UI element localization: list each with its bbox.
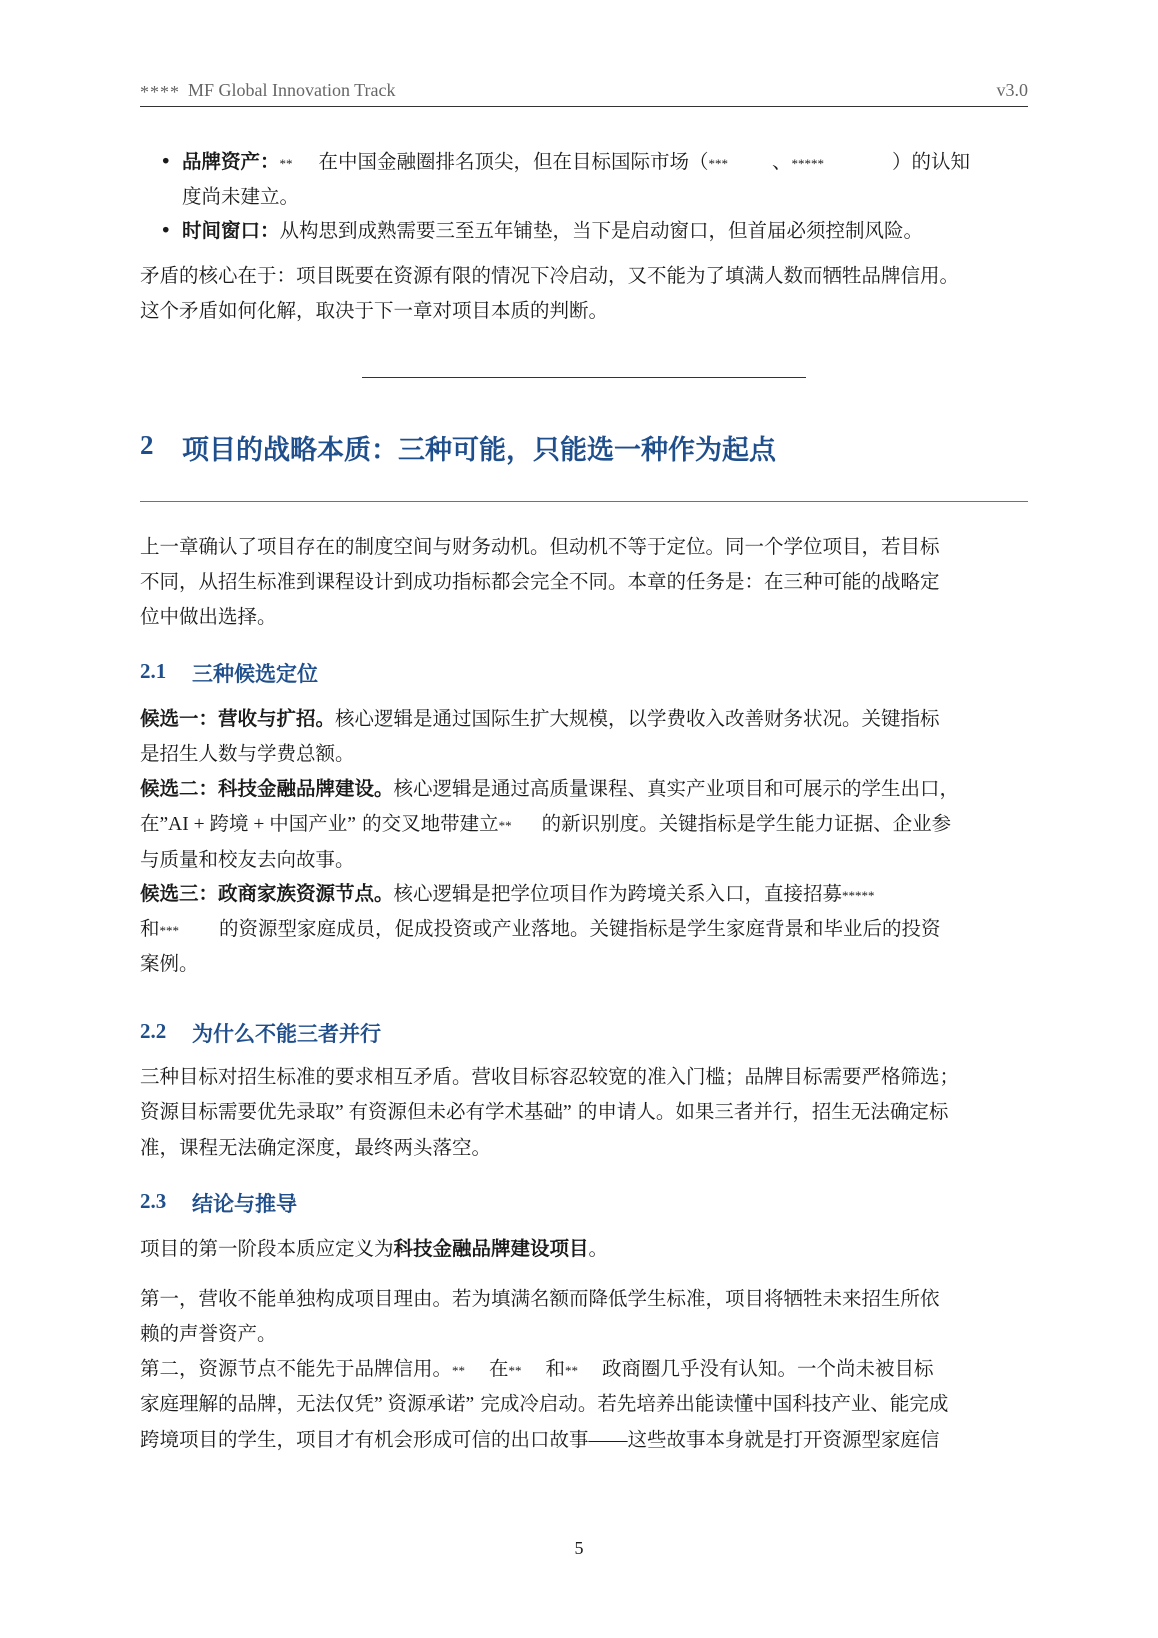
paragraph-line: 第一，营收不能单独构成项目理由。若为填满名额而降低学生标准，项目将牺牲未来招生所依: [140, 1287, 940, 1310]
em-dash: ——: [588, 1430, 628, 1451]
paragraph-line: 矛盾的核心在于：项目既要在资源有限的情况下冷启动，又不能为了填满人数而牺牲品牌信用。: [140, 264, 960, 287]
subsection-title: 结论与推导: [192, 1192, 297, 1216]
paragraph-text: 和: [545, 1357, 566, 1380]
paragraph-line: 位中做出选择。: [140, 605, 277, 628]
subsection-title: 为什么不能三者并行: [192, 1022, 381, 1046]
paragraph-text: 跨境项目的学生，项目才有机会形成可信的出口故事: [140, 1428, 589, 1451]
bullet-dot: •: [160, 150, 172, 173]
page-number: 5: [574, 1538, 584, 1558]
paragraph-line: 赖的声誉资产。: [140, 1322, 277, 1345]
redacted-mark: **: [279, 156, 293, 171]
subsection-number: 2.3: [140, 1189, 167, 1213]
candidate-text: 是招生人数与学费总额。: [140, 742, 355, 765]
paragraph-line: 三种目标对招生标准的要求相互矛盾。营收目标容忍较宽的准入门槛；品牌目标需要严格筛选；: [140, 1065, 960, 1088]
header-version: v3.0: [996, 80, 1028, 100]
redacted-mark: **: [565, 1363, 579, 1378]
candidate-text: 在: [140, 812, 160, 835]
bullet-text: 从构思到成熟需要三至五年铺垫，当下是启动窗口，但首届必须控制风险。: [279, 219, 924, 242]
paragraph-emphasis: 科技金融品牌建设项目: [393, 1237, 589, 1260]
redacted-mark: *****: [791, 156, 825, 171]
header-mask: ****: [140, 82, 180, 102]
paragraph-2-3-first: [140, 1281, 1028, 1351]
paragraph-line: 不同，从招生标准到课程设计到成功指标都会完全不同。本章的任务是：在三种可能的战略定: [140, 570, 940, 593]
bullet-label: 时间窗口：: [182, 219, 280, 242]
paragraph-text: 政商圈几乎没有认知。一个尚未被目标: [602, 1357, 934, 1380]
candidate-text: 的资源型家庭成员，促成投资或产业落地。关键指标是学生家庭背景和毕业后的投资: [219, 917, 941, 940]
paragraph-text: 。: [588, 1237, 609, 1260]
redacted-mark: **: [508, 1363, 522, 1378]
candidate-two: [140, 771, 1028, 877]
paragraph-2-3-definition: [140, 1231, 1028, 1266]
paragraph-text: ” 有资源但未必有学术基础”: [335, 1102, 572, 1123]
paragraph-text: 完成冷启动。若先培养出能读懂中国科技产业、能完成: [474, 1392, 949, 1415]
paragraph-line: 准，课程无法确定深度，最终两头落空。: [140, 1136, 492, 1159]
candidate-text: 与质量和校友去向故事。: [140, 848, 355, 871]
heading-rule: [140, 501, 1028, 502]
section-number: 2: [140, 430, 154, 460]
paragraph-text: 家庭理解的品牌，无法仅凭: [140, 1392, 375, 1415]
candidate-text: 的新识别度。关键指标是学生能力证据、企业参: [541, 812, 952, 835]
redacted-mark: ***: [708, 156, 729, 171]
paragraph-text: 的申请人。如果三者并行，招生无法确定标: [571, 1100, 949, 1123]
paragraph-text: ” 资源承诺”: [374, 1394, 475, 1415]
candidate-label: 候选三：政商家族资源节点。: [140, 882, 394, 905]
redacted-mark: *****: [842, 888, 875, 903]
paragraph-line: 上一章确认了项目存在的制度空间与财务动机。但动机不等于定位。同一个学位项目，若目标: [140, 535, 940, 558]
bullet-text: 在中国金融圈排名顶尖，但在目标国际市场（: [318, 150, 709, 173]
redacted-mark: ***: [159, 923, 180, 938]
candidate-text: 核心逻辑是把学位项目作为跨境关系入口，直接招募: [393, 882, 843, 905]
paragraph-2-3-second: [140, 1351, 1028, 1458]
section-divider: [362, 377, 806, 378]
bullet-text: ）的认知: [892, 150, 971, 173]
paragraph-text: 项目的第一阶段本质应定义为: [140, 1237, 394, 1260]
redacted-mark: **: [498, 818, 512, 833]
bullet-label: 品牌资产：: [182, 150, 280, 173]
paragraph-text: 资源目标需要优先录取: [140, 1100, 336, 1123]
candidate-text: ”AI + 跨境 + 中国产业”: [159, 814, 356, 835]
paragraph-text: 这些故事本身就是打开资源型家庭信: [627, 1428, 940, 1451]
candidate-text: 案例。: [140, 952, 199, 975]
running-header: [140, 80, 1028, 107]
candidate-three: [140, 876, 1028, 981]
paragraph-conflict: [140, 258, 1028, 328]
candidate-label: 候选二：科技金融品牌建设。: [140, 777, 394, 800]
candidate-text: 核心逻辑是通过高质量课程、真实产业项目和可展示的学生出口，: [393, 777, 960, 800]
bullet-dot: •: [160, 219, 172, 242]
paragraph-text: 第二，资源节点不能先于品牌信用。: [140, 1357, 453, 1380]
header-title: MF Global Innovation Track: [188, 80, 396, 100]
candidate-text: 的交叉地带建立: [355, 812, 499, 835]
paragraph-text: 在: [489, 1357, 509, 1380]
paragraph-line: 这个矛盾如何化解，取决于下一章对项目本质的判断。: [140, 299, 609, 322]
candidate-text: 核心逻辑是通过国际生扩大规模，以学费收入改善财务状况。关键指标: [335, 707, 940, 730]
subsection-number: 2.1: [140, 659, 167, 683]
paragraph-2-2: [140, 1059, 1028, 1165]
paragraph-intro: [140, 529, 1028, 634]
redacted-mark: **: [452, 1363, 466, 1378]
bullet-text: 度尚未建立。: [182, 185, 300, 208]
candidate-label: 候选一：营收与扩招。: [140, 707, 336, 730]
bullet-text: 、: [772, 150, 792, 173]
subsection-number: 2.2: [140, 1019, 167, 1043]
candidate-text: 和: [140, 917, 160, 940]
section-title: 项目的战略本质：三种可能，只能选一种作为起点: [182, 435, 776, 466]
candidate-one: [140, 701, 1028, 771]
subsection-title: 三种候选定位: [192, 662, 318, 686]
